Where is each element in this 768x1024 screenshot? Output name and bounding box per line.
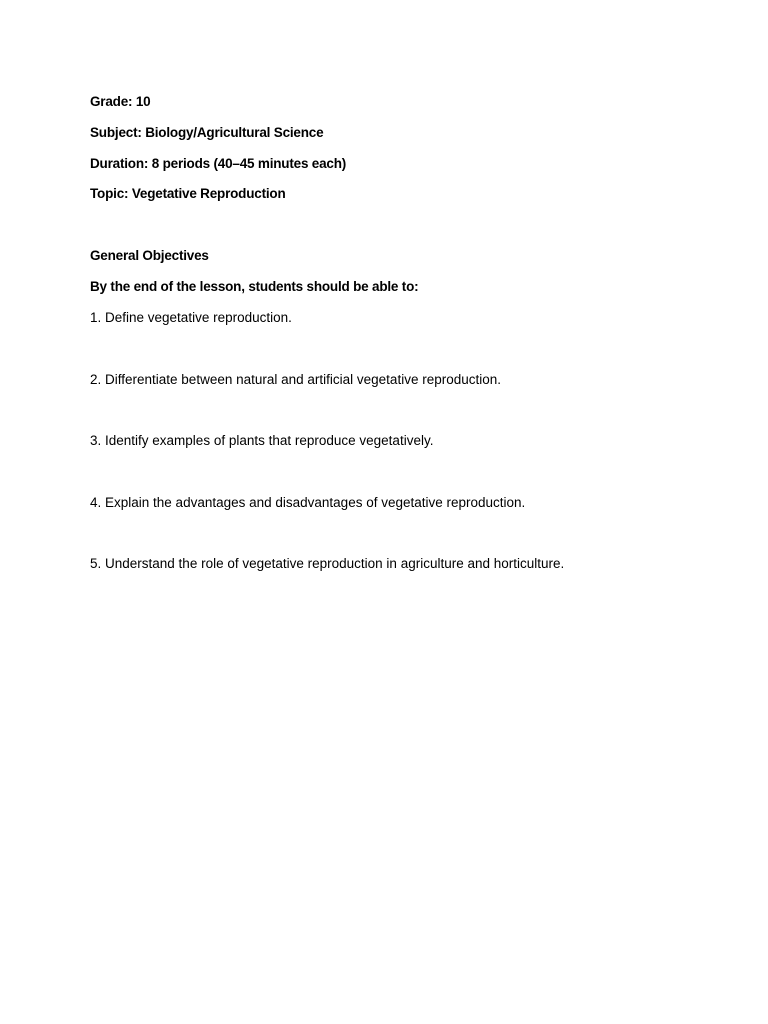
- objective-item: 2. Differentiate between natural and artificial vegetative reproduction.: [90, 372, 501, 387]
- objectives-heading: General Objectives: [90, 248, 209, 263]
- objective-item: 1. Define vegetative reproduction.: [90, 310, 292, 325]
- objective-item: 4. Explain the advantages and disadvantages of vegetative reproduction.: [90, 495, 526, 510]
- duration-line: Duration: 8 periods (40–45 minutes each): [90, 156, 347, 171]
- objectives-intro: By the end of the lesson, students should be able to:: [90, 279, 419, 294]
- objective-item: 5. Understand the role of vegetative reproduction in agriculture and horticulture.: [90, 556, 565, 571]
- grade-line: Grade: 10: [90, 94, 151, 109]
- objective-item: 3. Identify examples of plants that reproduce vegetatively.: [90, 433, 434, 448]
- subject-line: Subject: Biology/Agricultural Science: [90, 125, 324, 140]
- topic-line: Topic: Vegetative Reproduction: [90, 186, 286, 201]
